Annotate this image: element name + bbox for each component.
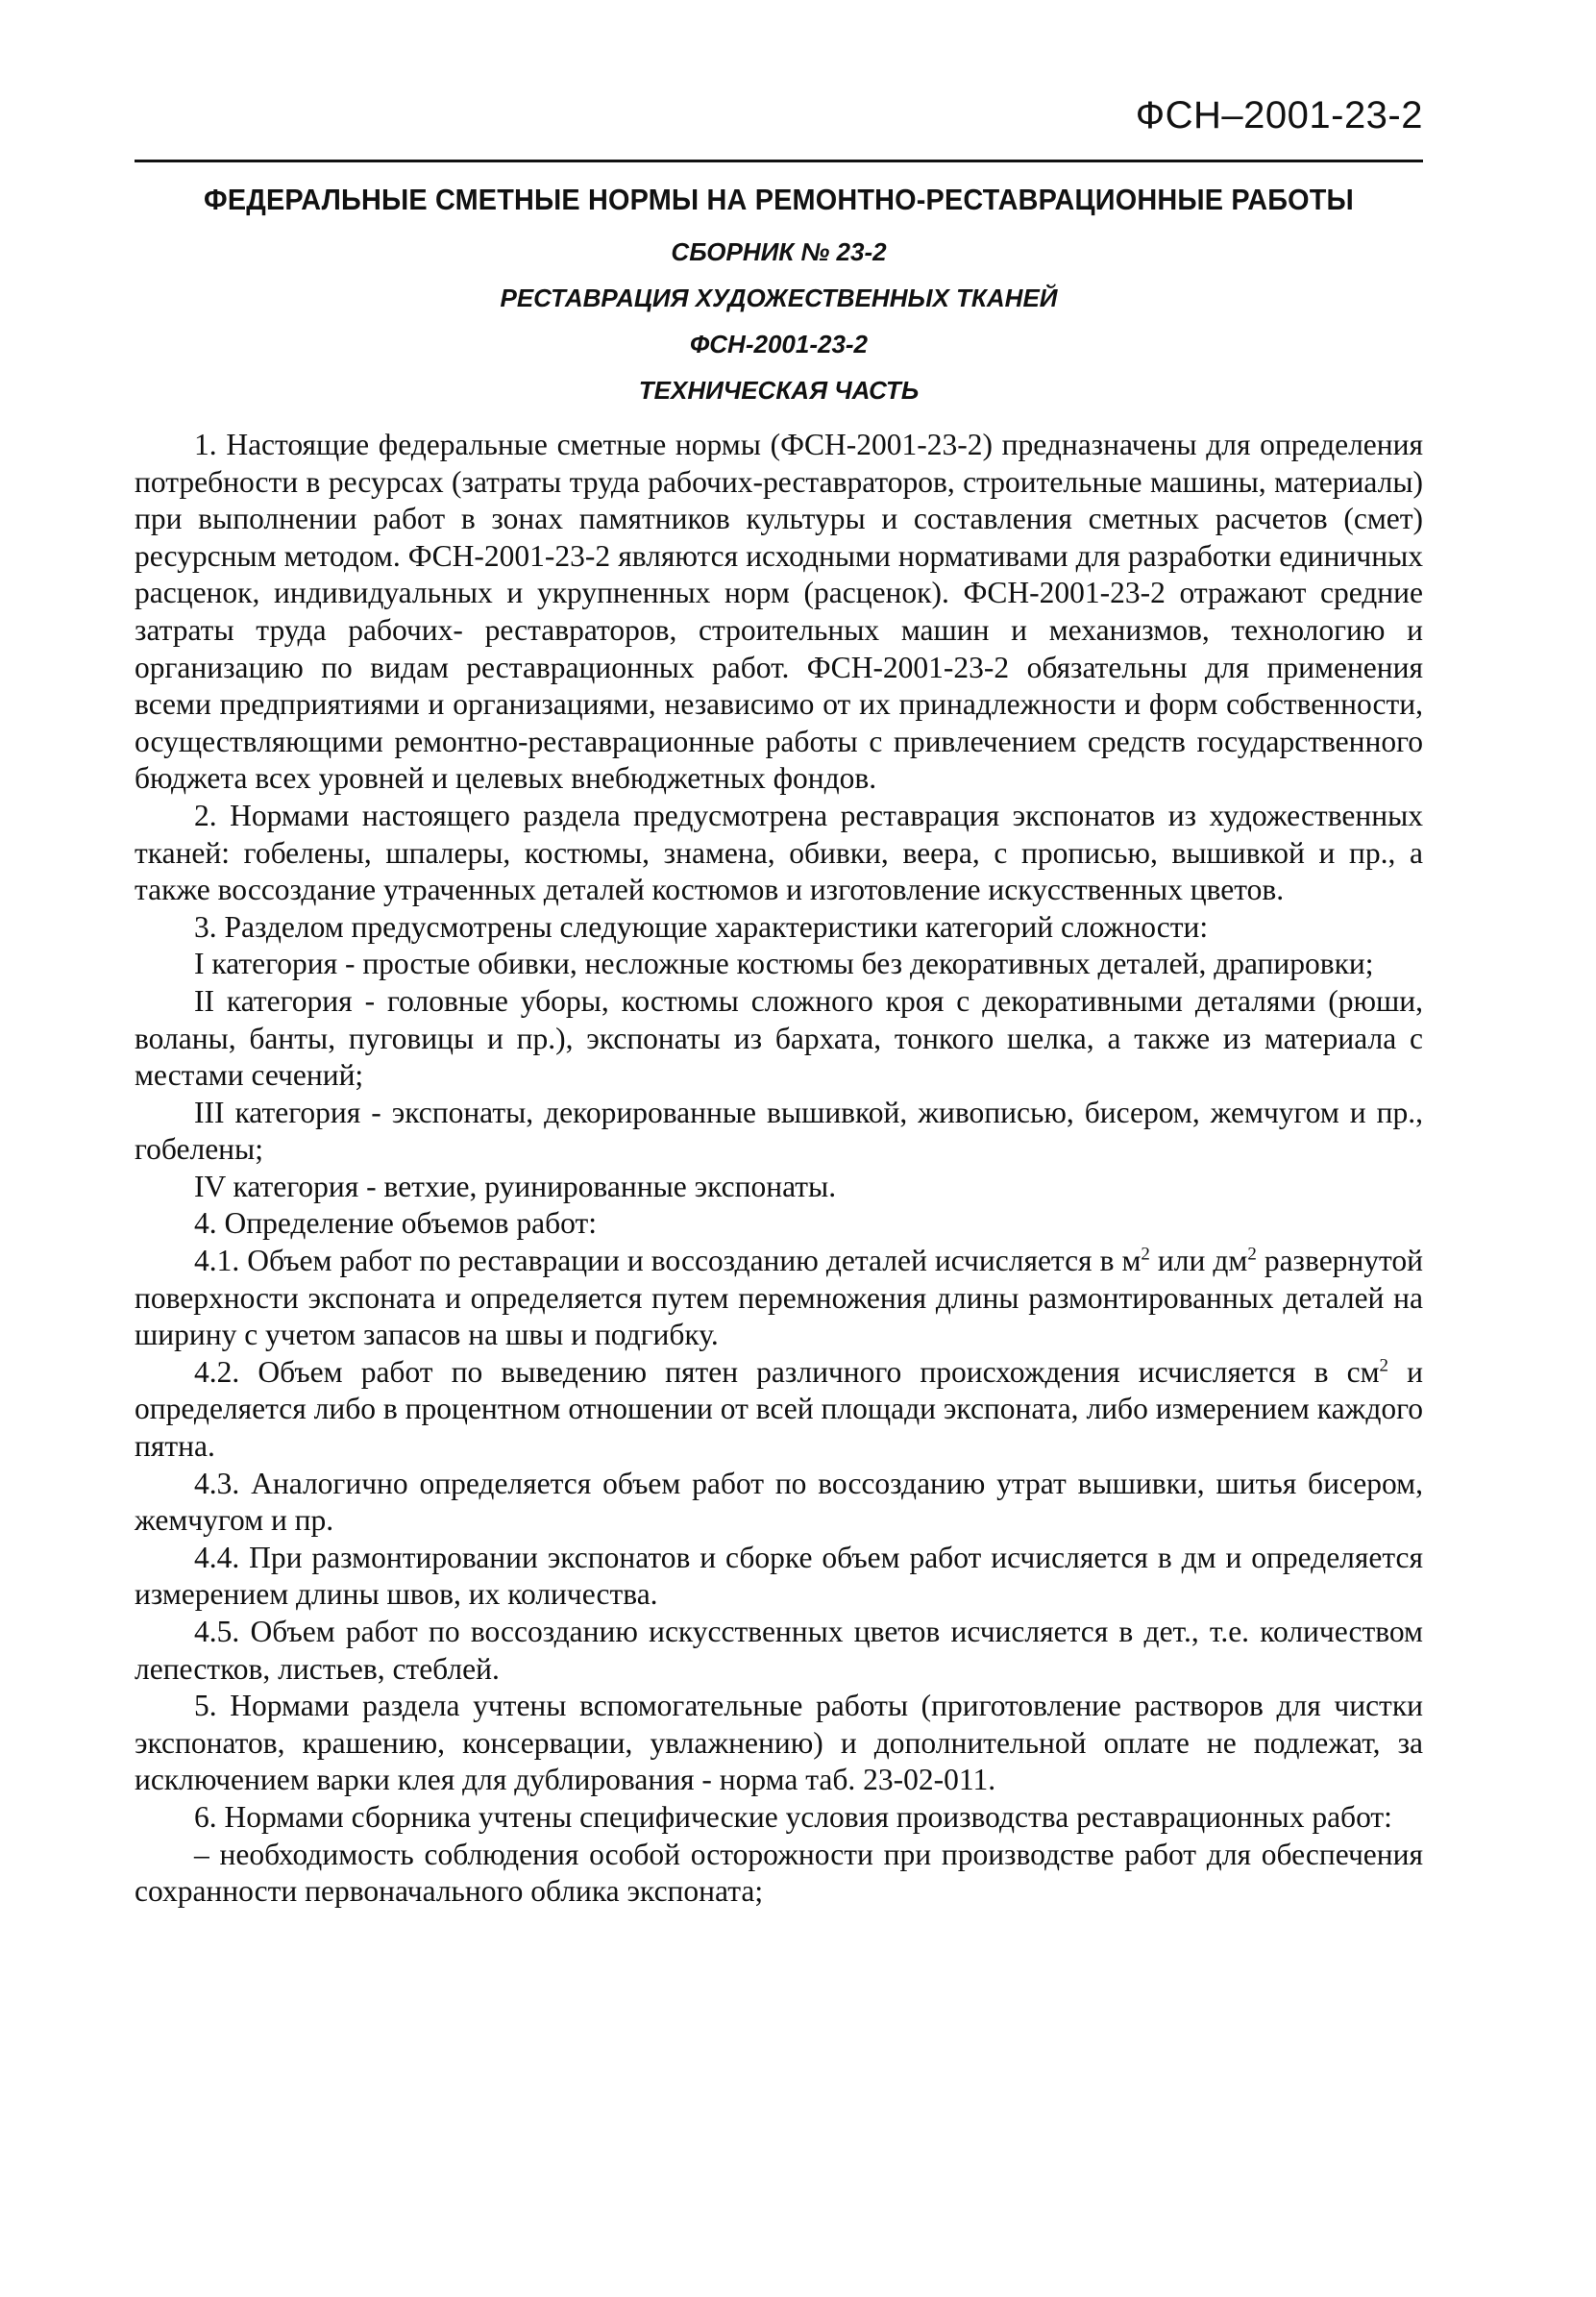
paragraph: 5. Нормами раздела учтены вспомогательные работы (приготовление растворов для чистки экспонатов, крашению, консервации, увлажнению) и дополнительной оплате не подлежат, за исключением варки клея для дублирования - норма таб. 23-02-011. [135, 1689, 1423, 1797]
superscript: 2 [1141, 1244, 1150, 1265]
paragraph: III категория - экспонаты, декорированные вышивкой, живописью, бисером, жемчугом и пр., гобелены; [135, 1095, 1423, 1167]
code-heading: ФСН-2001-23-2 [689, 330, 869, 358]
text-run: развернутой поверхности экспоната и определяется путем перемножения длины размонтированных деталей на ширину с учетом запасов на швы и подгибку. [135, 1244, 1423, 1352]
paragraph: I категория - простые обивки, несложные костюмы без декоративных деталей, драпировки; [194, 947, 1374, 981]
collection-heading: СБОРНИК № 23-2 [671, 237, 887, 266]
text-run: 4.1. Объем работ по реставрации и воссозданию деталей исчисляется в м [194, 1244, 1142, 1278]
document-code-header: ФСН–2001-23-2 [1135, 94, 1423, 136]
paragraph: IV категория - ветхие, руинированные экспонаты. [194, 1169, 837, 1203]
paragraph-4-1 [135, 1243, 1423, 1354]
header-rule [135, 160, 1423, 162]
paragraph: 6. Нормами сборника учтены специфические условия производства реставрационных работ: [194, 1799, 1392, 1834]
paragraph: 4.3. Аналогично определяется объем работ по воссозданию утрат вышивки, шитья бисером, жемчугом и пр. [135, 1466, 1423, 1538]
paragraph-4-2 [135, 1354, 1423, 1466]
paragraph: II категория - головные уборы, костюмы сложного кроя с декоративными деталями (рюши, воланы, банты, пуговицы и пр.), экспонаты из бархата, тонкого шелка, а также из материала с местами сечений; [135, 983, 1423, 1093]
superscript: 2 [1247, 1244, 1257, 1265]
text-run: или дм [1149, 1244, 1248, 1278]
text-run: 4.2. Объем работ по выведению пятен различного происхождения исчисляется в см [194, 1354, 1380, 1389]
title-block [135, 171, 1423, 413]
paragraph: – необходимость соблюдения особой осторожности при производстве работ для обеспечения сохранности первоначального облика экспоната; [135, 1837, 1423, 1909]
section-heading: ТЕХНИЧЕСКАЯ ЧАСТЬ [638, 376, 920, 405]
text-run: и определяется либо в процентном отношении от всей площади экспоната, либо измерением каждого пятна. [135, 1354, 1423, 1464]
document-body [135, 427, 1423, 1911]
paragraph: 2. Нормами настоящего раздела предусмотрена реставрация экспонатов из художественных тканей: гобелены, шпалеры, костюмы, знамена, обивки, веера, с прописью, вышивкой и пр., а также воссоздание утраченных деталей костюмов и изготовление искусственных цветов. [135, 798, 1423, 907]
subject-heading: РЕСТАВРАЦИЯ ХУДОЖЕСТВЕННЫХ ТКАНЕЙ [500, 284, 1058, 312]
paragraph: 4.4. При размонтировании экспонатов и сборке объем работ исчисляется в дм и определяется измерением длины швов, их количества. [135, 1540, 1423, 1612]
paragraph: 1. Настоящие федеральные сметные нормы (ФСН-2001-23-2) предназначены для определения потребности в ресурсах (затраты труда рабочих-реставраторов, строительные машины, материалы) при выполнении работ в зонах памятников культуры и составления сметных расчетов (смет) ресурсным методом. ФСН-2001-23-2 являются исходными нормативами для разработки единичных расценок, индивидуальных и укрупненных норм (расценок). ФСН-2001-23-2 отражают средние затраты труда рабочих- реставраторов, строительных машин и механизмов, технологию и организацию по видам реставрационных работ. ФСН-2001-23-2 обязательны для применения всеми предприятиями и организациями, независимо от их принадлежности и форм собственности, осуществляющими ремонтно-реставрационные работы с привлечением средств государственного бюджета всех уровней и целевых внебюджетных фондов. [135, 428, 1423, 796]
paragraph: 4. Определение объемов работ: [194, 1206, 598, 1241]
main-title: ФЕДЕРАЛЬНЫЕ СМЕТНЫЕ НОРМЫ НА РЕМОНТНО-РЕСТАВРАЦИОННЫЕ РАБОТЫ [204, 183, 1354, 216]
superscript: 2 [1379, 1355, 1388, 1376]
paragraph: 4.5. Объем работ по воссозданию искусственных цветов исчисляется в дет., т.е. количеством лепестков, листьев, стеблей. [135, 1615, 1423, 1686]
paragraph: 3. Разделом предусмотрены следующие характеристики категорий сложности: [194, 909, 1209, 944]
